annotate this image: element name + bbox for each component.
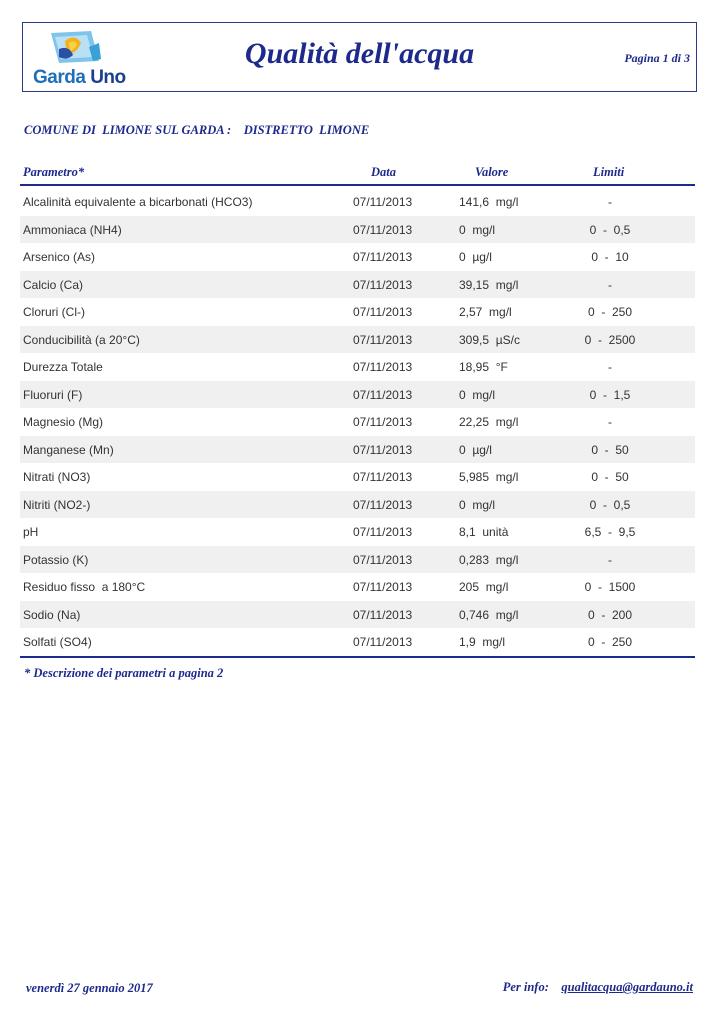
cell-limiti: 0 - 250	[587, 305, 633, 319]
cell-parametro: Durezza Totale	[23, 360, 103, 374]
cell-limiti: -	[608, 415, 612, 429]
table-row	[20, 573, 695, 601]
footer-info	[503, 980, 693, 995]
table-row	[20, 271, 695, 299]
cell-data: 07/11/2013	[353, 305, 413, 319]
table-row	[20, 353, 695, 381]
table-row	[20, 216, 695, 244]
table-header	[20, 160, 695, 186]
cell-valore: 309,5 µS/c	[459, 332, 520, 347]
table-row	[20, 463, 695, 491]
table-row	[20, 381, 695, 409]
cell-valore: 5,985 mg/l	[459, 470, 519, 484]
cell-valore: 22,25 mg/l	[459, 415, 519, 429]
table-row	[20, 408, 695, 436]
cell-limiti: -	[608, 277, 612, 292]
cell-parametro: Conducibilità (a 20°C)	[23, 332, 140, 347]
table-row	[20, 298, 695, 326]
cell-data: 07/11/2013	[353, 552, 413, 567]
cell-parametro: Solfati (SO4)	[23, 635, 92, 649]
cell-limiti: 6,5 - 9,5	[584, 525, 636, 539]
cell-limiti: -	[608, 195, 612, 209]
cell-data: 07/11/2013	[353, 222, 413, 237]
cell-valore: 205 mg/l	[459, 580, 509, 594]
cell-data: 07/11/2013	[353, 360, 413, 374]
cell-data: 07/11/2013	[353, 277, 413, 292]
cell-parametro: Sodio (Na)	[23, 607, 81, 622]
cell-valore: 0 mg/l	[459, 497, 496, 512]
cell-parametro: Ammoniaca (NH4)	[23, 222, 122, 237]
table-body	[20, 188, 695, 658]
cell-parametro: Fluoruri (F)	[23, 387, 83, 402]
cell-valore: 39,15 mg/l	[459, 277, 519, 292]
cell-limiti: 0 - 200	[587, 607, 633, 622]
footer-date: venerdì 27 gennaio 2017	[26, 981, 153, 995]
cell-valore: 141,6 mg/l	[459, 195, 519, 209]
cell-data: 07/11/2013	[353, 332, 413, 347]
cell-parametro: Nitriti (NO2-)	[23, 497, 91, 512]
cell-parametro: Magnesio (Mg)	[23, 415, 104, 429]
cell-data: 07/11/2013	[353, 635, 413, 649]
page-number: Pagina 1 di 3	[624, 51, 690, 65]
table-row	[20, 601, 695, 629]
cell-valore: 0 mg/l	[459, 222, 496, 237]
header-limiti: Limiti	[593, 165, 625, 179]
cell-data: 07/11/2013	[353, 442, 413, 457]
cell-parametro: Cloruri (Cl-)	[23, 305, 85, 319]
cell-data: 07/11/2013	[353, 415, 413, 429]
cell-data: 07/11/2013	[353, 525, 413, 539]
footnote: * Descrizione dei parametri a pagina 2	[24, 666, 224, 680]
cell-valore: 0 µg/l	[459, 250, 492, 264]
cell-valore: 2,57 mg/l	[459, 305, 512, 319]
table-row	[20, 628, 695, 656]
footer-info-label: Per info:	[502, 980, 549, 994]
cell-valore: 0,283 mg/l	[459, 552, 519, 567]
cell-limiti: 0 - 1500	[584, 580, 636, 594]
cell-parametro: pH	[23, 525, 39, 539]
cell-parametro: Nitrati (NO3)	[23, 470, 91, 484]
cell-parametro: Residuo fisso a 180°C	[23, 580, 146, 594]
cell-data: 07/11/2013	[353, 387, 413, 402]
cell-limiti: 0 - 50	[591, 442, 629, 457]
cell-parametro: Arsenico (As)	[23, 250, 96, 264]
cell-valore: 18,95 °F	[459, 360, 508, 374]
table-row	[20, 188, 695, 216]
cell-limiti: -	[608, 552, 612, 567]
page-title: Qualità dell'acqua	[244, 37, 475, 70]
cell-valore: 0 mg/l	[459, 387, 496, 402]
cell-limiti: 0 - 50	[591, 470, 629, 484]
email-link[interactable]: qualitacqua@gardauno.it	[561, 980, 693, 994]
cell-limiti: 0 - 1,5	[589, 387, 631, 402]
cell-limiti: -	[608, 360, 612, 374]
cell-limiti: 0 - 2500	[584, 332, 636, 347]
cell-parametro: Alcalinità equivalente a bicarbonati (HCO3)	[23, 195, 253, 209]
table-row	[20, 436, 695, 464]
cell-parametro: Manganese (Mn)	[23, 442, 114, 457]
cell-data: 07/11/2013	[353, 195, 413, 209]
table-row	[20, 546, 695, 574]
comune-heading: COMUNE DI LIMONE SUL GARDA : DISTRETTO LIMONE	[24, 123, 370, 137]
header-box	[22, 22, 697, 92]
cell-data: 07/11/2013	[353, 470, 413, 484]
header-parametro: Parametro*	[23, 165, 85, 179]
cell-valore: 1,9 mg/l	[459, 635, 506, 649]
cell-data: 07/11/2013	[353, 250, 413, 264]
cell-parametro: Potassio (K)	[23, 552, 89, 567]
cell-limiti: 0 - 250	[587, 635, 633, 649]
cell-valore: 0,746 mg/l	[459, 607, 519, 622]
cell-limiti: 0 - 0,5	[589, 222, 631, 237]
header-data: Data	[371, 165, 396, 179]
cell-limiti: 0 - 10	[591, 250, 629, 264]
cell-parametro: Calcio (Ca)	[23, 277, 84, 292]
cell-valore: 0 µg/l	[459, 442, 492, 457]
table-row	[20, 326, 695, 354]
table-row	[20, 491, 695, 519]
table-row	[20, 518, 695, 546]
water-quality-table	[20, 160, 695, 658]
cell-data: 07/11/2013	[353, 580, 413, 594]
cell-valore: 8,1 unità	[459, 525, 509, 539]
logo-text-uno: Uno	[90, 67, 126, 88]
cell-data: 07/11/2013	[353, 497, 413, 512]
header-valore: Valore	[475, 165, 509, 179]
logo-text-garda: Garda	[33, 67, 86, 88]
cell-data: 07/11/2013	[353, 607, 413, 622]
cell-limiti: 0 - 0,5	[589, 497, 631, 512]
table-row	[20, 243, 695, 271]
